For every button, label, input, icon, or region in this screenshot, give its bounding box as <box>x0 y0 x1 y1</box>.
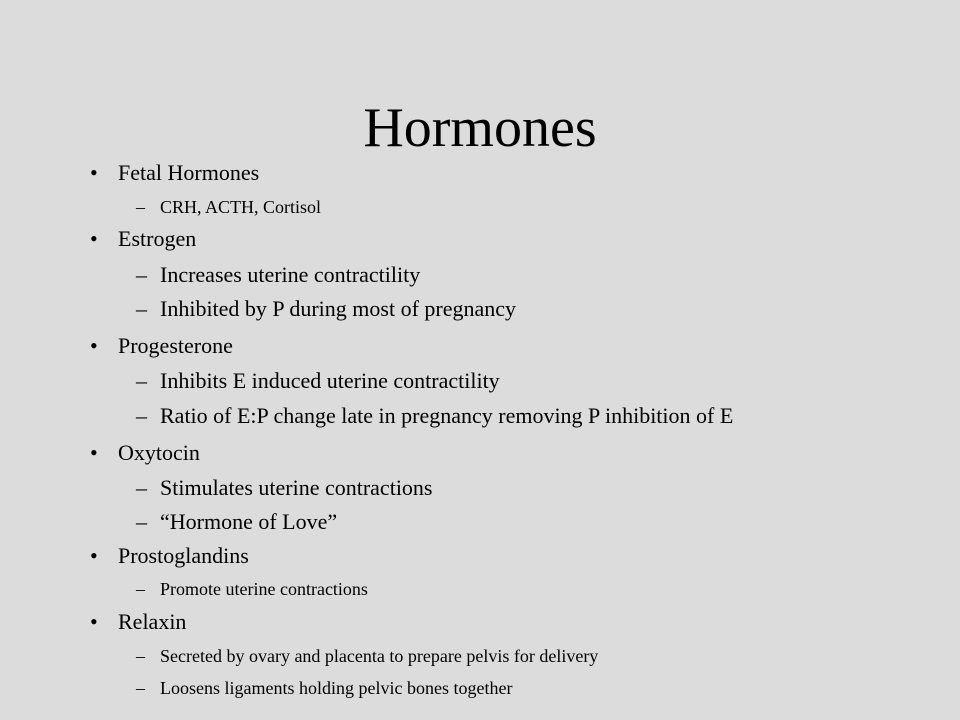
bullet-label: Estrogen <box>118 226 197 251</box>
bullet-label: Prostoglandins <box>118 543 249 568</box>
sub-item-text: Ratio of E:P change late in pregnancy removing P inhibition of E <box>160 403 734 428</box>
bullet-label: Progesterone <box>118 333 233 358</box>
bullet-marker: • <box>90 333 98 358</box>
bullet-marker: • <box>90 226 98 251</box>
dash-marker: – <box>136 579 145 599</box>
sub-item-text: Inhibited by P during most of pregnancy <box>160 296 517 321</box>
sub-item-text: Promote uterine contractions <box>160 579 368 599</box>
sub-item-text: Loosens ligaments holding pelvic bones together <box>160 678 513 698</box>
sub-item-text: Inhibits E induced uterine contractility <box>160 368 500 393</box>
dash-marker: – <box>136 197 145 217</box>
sub-item-text: Increases uterine contractility <box>160 262 421 287</box>
sub-item-text: Stimulates uterine contractions <box>160 475 433 500</box>
dash-marker: – <box>136 509 147 534</box>
dash-marker: – <box>136 678 145 698</box>
dash-marker: – <box>136 475 147 500</box>
dash-marker: – <box>136 262 147 287</box>
bullet-label: Relaxin <box>118 609 187 634</box>
bullet-marker: • <box>90 440 98 465</box>
dash-marker: – <box>136 403 147 428</box>
sub-item-text: CRH, ACTH, Cortisol <box>160 197 322 217</box>
bullet-marker: • <box>90 160 98 185</box>
dash-marker: – <box>136 296 147 321</box>
dash-marker: – <box>136 646 145 666</box>
bullet-marker: • <box>90 609 98 634</box>
slide-title: Hormones <box>363 97 597 159</box>
sub-item-text: Secreted by ovary and placenta to prepare pelvis for delivery <box>160 646 599 666</box>
bullet-marker: • <box>90 543 98 568</box>
bullet-label: Oxytocin <box>118 440 200 465</box>
bullet-label: Fetal Hormones <box>118 160 260 185</box>
sub-item-text: “Hormone of Love” <box>160 509 338 534</box>
dash-marker: – <box>136 368 147 393</box>
